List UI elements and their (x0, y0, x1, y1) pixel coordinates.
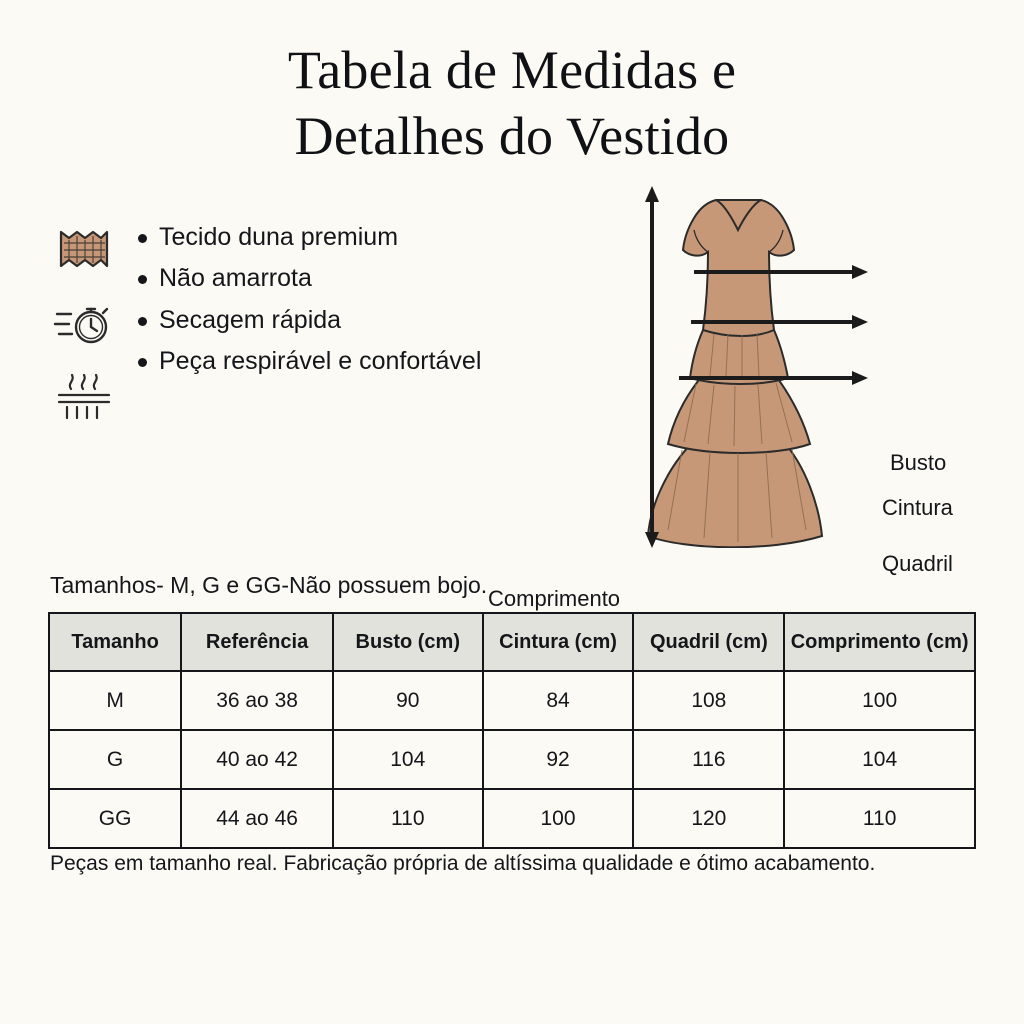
feature-label: Secagem rápida (159, 305, 342, 334)
table-cell: 44 ao 46 (181, 789, 333, 848)
table-row (49, 671, 975, 730)
table-cell: 104 (333, 730, 483, 789)
page-title (0, 0, 1024, 170)
feature-text-column (138, 218, 481, 424)
table-cell: 110 (784, 789, 975, 848)
label-quadril: Quadril (882, 550, 953, 576)
list-item (138, 303, 481, 339)
table-cell: 100 (483, 789, 634, 848)
table-cell: 92 (483, 730, 634, 789)
dress-illustration (470, 178, 1015, 611)
table-cell: G (49, 730, 181, 789)
table-cell: 100 (784, 671, 975, 730)
table-header-cell: Quadril (cm) (633, 613, 784, 671)
label-comprimento: Comprimento (488, 585, 621, 611)
table-header-cell: Busto (cm) (333, 613, 483, 671)
table-cell: 36 ao 38 (181, 671, 333, 730)
feature-label: Não amarrota (159, 264, 312, 293)
breathable-fabric-icon (53, 372, 115, 424)
table-header-cell: Tamanho (49, 613, 181, 671)
page-title-line-2: Detalhes do Vestido (294, 105, 730, 166)
fabric-swatch-icon (53, 224, 115, 276)
table-cell: 108 (633, 671, 784, 730)
dress-diagram-svg (470, 178, 1015, 548)
label-cintura: Cintura (882, 494, 953, 520)
bullet-icon (138, 234, 147, 243)
sizes-note: Tamanhos- M, G e GG-Não possuem bojo. (50, 572, 488, 598)
bullet-icon (138, 275, 147, 284)
table-cell: M (49, 671, 181, 730)
table-header-cell: Comprimento (cm) (784, 613, 975, 671)
feature-icon-column (48, 218, 120, 424)
table-row (49, 730, 975, 789)
table-cell: 120 (633, 789, 784, 848)
table-cell: 84 (483, 671, 634, 730)
features-block (48, 218, 481, 424)
table-cell: GG (49, 789, 181, 848)
table-cell: 90 (333, 671, 483, 730)
list-item (138, 220, 481, 256)
feature-label: Peça respirável e confortável (159, 347, 482, 376)
footer-note: Peças em tamanho real. Fabricação própria de altíssima qualidade e ótimo acabamento. (50, 852, 876, 875)
bullet-icon (138, 358, 147, 367)
table-header-row (49, 613, 975, 671)
stopwatch-icon (53, 298, 115, 350)
table-cell: 116 (633, 730, 784, 789)
list-item (138, 261, 481, 297)
measure-arrowheads (852, 265, 868, 385)
page-title-line-1: Tabela de Medidas e (287, 40, 737, 100)
feature-label: Tecido duna premium (159, 222, 399, 251)
table-row (49, 789, 975, 848)
table-cell: 110 (333, 789, 483, 848)
label-busto: Busto (890, 449, 947, 475)
table-header-cell: Cintura (cm) (483, 613, 634, 671)
measurements-table (48, 612, 976, 849)
table-cell: 40 ao 42 (181, 730, 333, 789)
table-header-cell: Referência (181, 613, 333, 671)
dress-shape (648, 200, 822, 547)
table-cell: 104 (784, 730, 975, 789)
list-item (138, 344, 481, 380)
bullet-icon (138, 317, 147, 326)
